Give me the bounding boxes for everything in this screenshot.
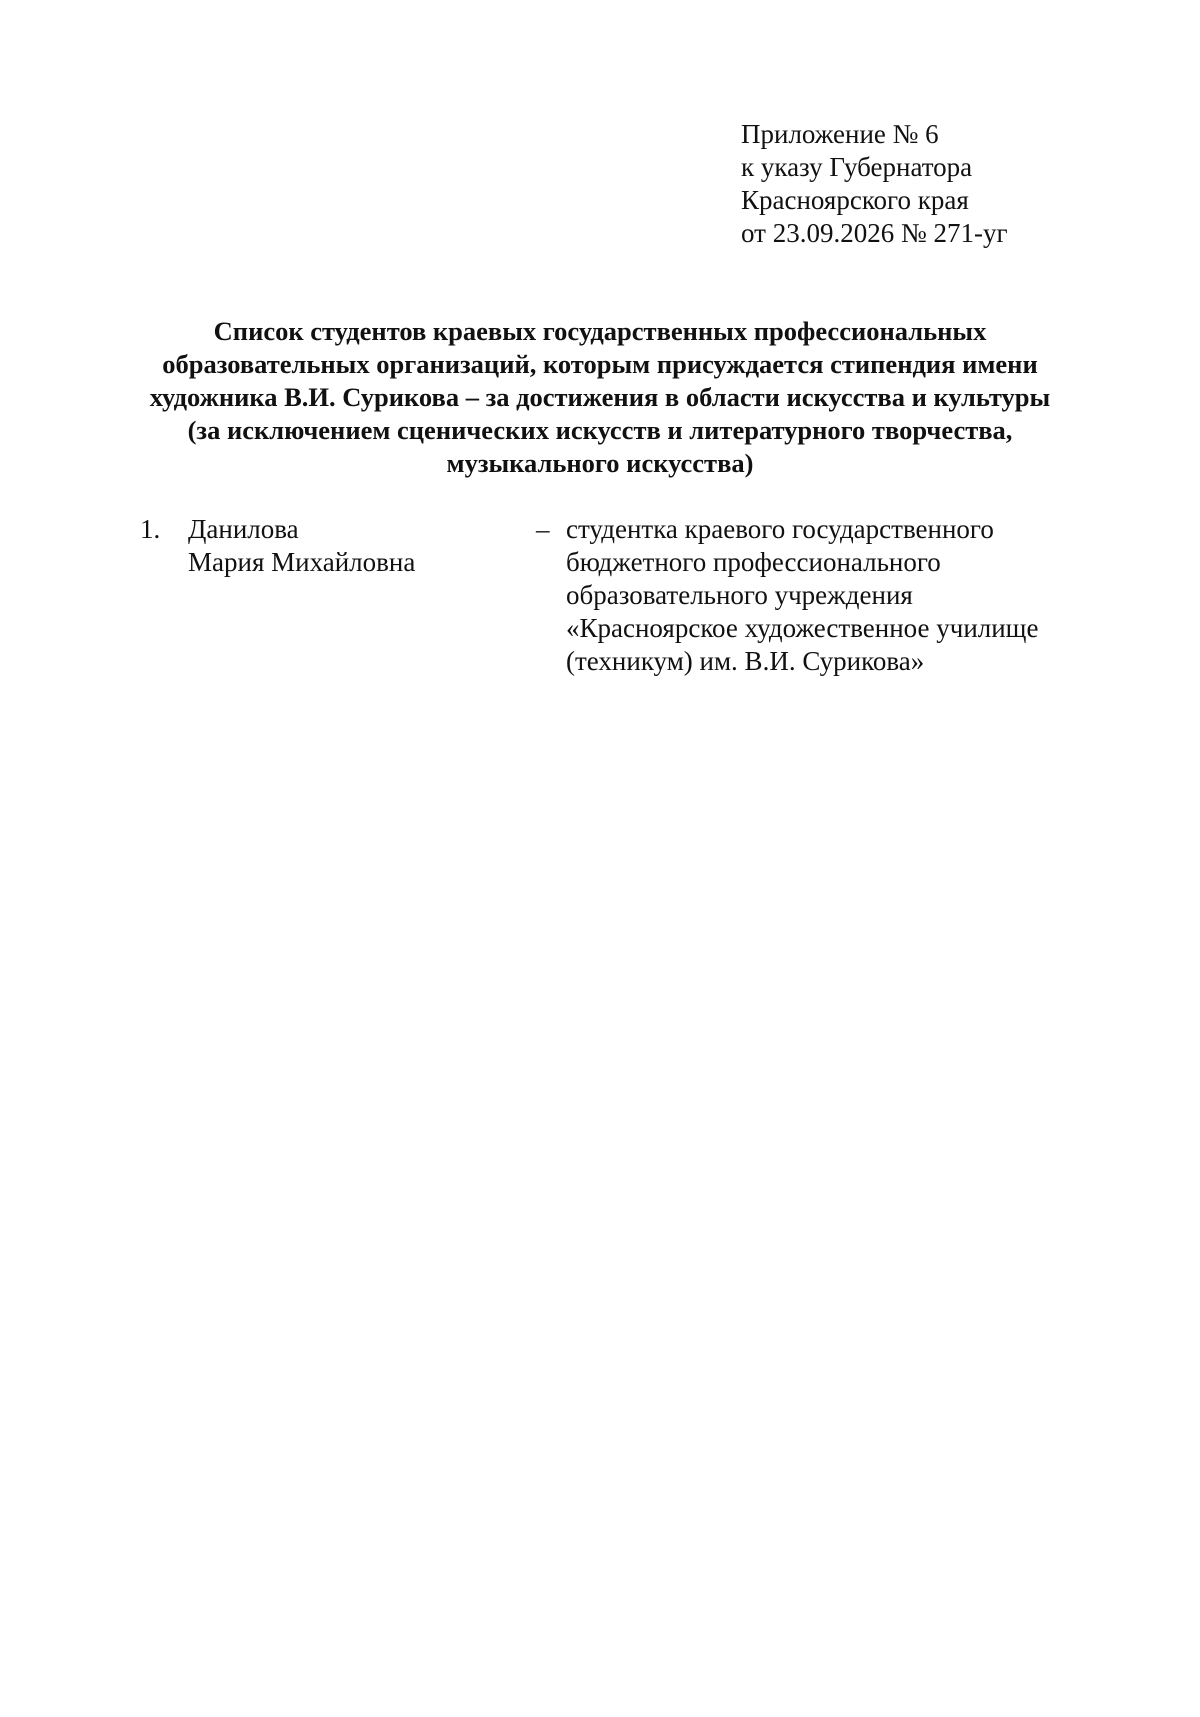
appendix-line: к указу Губернатора <box>741 152 973 182</box>
description-line: студентка краевого государственного <box>566 514 994 544</box>
student-surname: Данилова <box>188 514 299 544</box>
student-name <box>188 513 415 579</box>
title-line: художника В.И. Сурикова – за достижения в области искусства и культуры <box>149 382 1051 412</box>
title-line: музыкального искусства) <box>446 448 754 478</box>
description-line: бюджетного профессионального <box>566 547 941 577</box>
entry-dash: – <box>536 514 550 544</box>
entry-number: 1. <box>140 514 161 544</box>
description-line: (техникум) им. В.И. Сурикова» <box>566 646 925 676</box>
title-line: (за исключением сценических искусств и литературного творчества, <box>187 415 1013 445</box>
student-given-names: Мария Михайловна <box>188 547 416 577</box>
title-line: Список студентов краевых государственных профессиональных <box>213 316 987 346</box>
document-title <box>120 315 1080 480</box>
title-line: образовательных организаций, которым присуждается стипендия имени <box>162 349 1038 379</box>
appendix-line: Красноярского края <box>741 185 969 215</box>
student-description <box>566 513 1038 678</box>
description-line: образовательного учреждения <box>566 580 913 610</box>
description-line: «Красноярское художественное училище <box>566 613 1039 643</box>
appendix-line: от 23.09.2026 № 271-уг <box>741 218 1008 248</box>
appendix-line: Приложение № 6 <box>741 119 939 149</box>
appendix-header <box>741 118 1008 250</box>
